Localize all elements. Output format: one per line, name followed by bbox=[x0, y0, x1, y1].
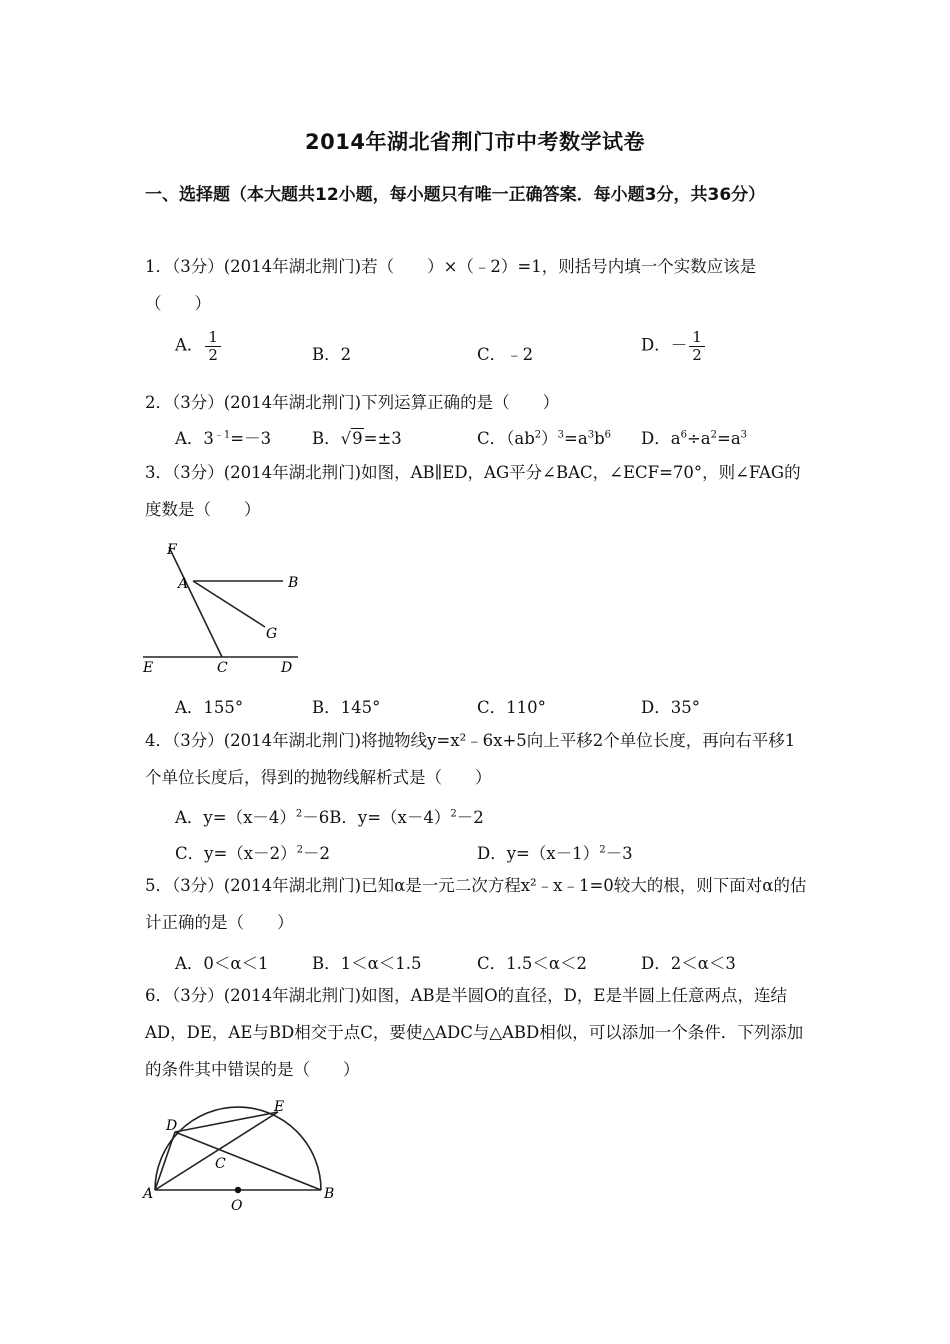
label-b: B bbox=[324, 1186, 335, 1202]
q2-c-part1: C．（ab bbox=[477, 429, 535, 448]
q2-c-exp3: 3 bbox=[587, 429, 595, 441]
q4-d-exp: 2 bbox=[599, 844, 606, 856]
chord-bd bbox=[175, 1132, 321, 1190]
q1-option-b: B．2 bbox=[312, 345, 352, 364]
q1-option-d-label: D．－ bbox=[641, 335, 688, 355]
q3-option-d: D．35° bbox=[641, 698, 700, 717]
chord-ad bbox=[155, 1132, 175, 1190]
q3-parallel-lines-figure bbox=[135, 535, 315, 680]
q2-c-part2: ） bbox=[541, 429, 558, 448]
label-d: D bbox=[166, 1118, 178, 1134]
q4-option-c bbox=[175, 840, 330, 864]
question-2-text: 2．（3分）(2014年湖北荆门)下列运算正确的是（ ） bbox=[145, 393, 560, 412]
q1-d-numerator: 1 bbox=[689, 329, 705, 347]
question-4-text: 4．（3分）(2014年湖北荆门)将抛物线y=x²﹣6x+5向上平移2个单位长度，再向右平移1个单位长度后，得到的抛物线解析式是（ ） bbox=[145, 731, 796, 787]
q1-option-c: C．﹣2 bbox=[477, 345, 534, 364]
sqrt-symbol: √9 bbox=[340, 429, 363, 448]
q4-option-ab bbox=[175, 804, 484, 828]
page-title: 2014年湖北省荆门市中考数学试卷 bbox=[305, 130, 645, 154]
q1-a-denominator: 2 bbox=[208, 345, 218, 364]
q4-a-exp: 2 bbox=[295, 808, 303, 820]
question-3-text: 3．（3分）(2014年湖北荆门)如图，AB∥ED，AG平分∠BAC，∠ECF=70°，则∠FAG的度数是（ ） bbox=[145, 463, 801, 519]
q2-c-exp2: 3 bbox=[557, 429, 565, 441]
q2-c-part4: b bbox=[594, 429, 605, 448]
q2-option-b bbox=[312, 425, 402, 449]
q2-a-result: =－3 bbox=[230, 429, 272, 448]
q1-option-a bbox=[175, 329, 221, 363]
label-a: A bbox=[178, 576, 189, 592]
q1-d-denominator: 2 bbox=[692, 345, 702, 364]
question-5-text: 5．（3分）(2014年湖北荆门)已知α是一元二次方程x²﹣x﹣1=0较大的根，则下面对α的估计正确的是（ ） bbox=[145, 876, 807, 932]
q2-d-part2: ÷a bbox=[686, 429, 711, 448]
label-f: F bbox=[167, 542, 177, 558]
label-d: D bbox=[281, 660, 293, 676]
q4-d-part1: D．y=（x－1） bbox=[477, 844, 600, 863]
q4-c-exp: 2 bbox=[296, 844, 303, 856]
q1-option-a-fraction bbox=[205, 329, 221, 363]
q2-option-c bbox=[477, 425, 611, 449]
q2-option-a bbox=[175, 425, 271, 449]
q2-c-part3: =a bbox=[564, 429, 588, 448]
q1-a-numerator: 1 bbox=[205, 329, 221, 347]
q3-option-c: C．110° bbox=[477, 698, 546, 717]
q4-a-part1: A．y=（x－4） bbox=[175, 808, 296, 827]
q2-a-exponent: ﹣1 bbox=[213, 429, 231, 441]
q4-a-b-part: －6B．y=（x－4） bbox=[302, 808, 451, 827]
q4-option-d bbox=[477, 840, 633, 864]
q1-option-d bbox=[641, 329, 705, 363]
q1-option-a-label: A． bbox=[175, 335, 204, 355]
q2-d-exp2: 2 bbox=[710, 429, 717, 441]
q5-option-c: C．1.5＜α＜2 bbox=[477, 954, 588, 973]
q4-b-exp: 2 bbox=[450, 808, 457, 820]
q4-c-part1: C．y=（x－2） bbox=[175, 844, 297, 863]
label-e: E bbox=[274, 1099, 285, 1115]
q2-c-exp4: 6 bbox=[604, 429, 612, 441]
q4-c-part2: －2 bbox=[302, 844, 330, 863]
q2-d-part3: =a bbox=[717, 429, 741, 448]
label-b: B bbox=[288, 575, 299, 591]
question-6-text: 6．（3分）(2014年湖北荆门)如图，AB是半圆O的直径，D，E是半圆上任意两点，连结AD，DE，AE与BD相交于点C，要使△ADC与△ABD相似，可以添加一个条件．下列添加的条件其中错误的是（ ） bbox=[145, 986, 804, 1079]
q6-semicircle-figure bbox=[135, 1090, 350, 1220]
q2-d-exp3: 3 bbox=[740, 429, 748, 441]
q2-a-base: A．3 bbox=[175, 429, 214, 448]
q4-d-part2: －3 bbox=[605, 844, 633, 863]
q3-option-b: B．145° bbox=[312, 698, 381, 717]
label-c: C bbox=[217, 660, 228, 676]
q5-option-b: B．1＜α＜1.5 bbox=[312, 954, 422, 973]
line-fc bbox=[169, 547, 222, 657]
q2-d-exp1: 6 bbox=[680, 429, 687, 441]
q4-b-part2: －2 bbox=[456, 808, 484, 827]
q2-b-label: B． bbox=[312, 429, 341, 448]
q1-option-d-fraction bbox=[689, 329, 705, 363]
label-a: A bbox=[143, 1186, 154, 1202]
q2-b-result: =±3 bbox=[363, 429, 402, 448]
label-e: E bbox=[143, 660, 154, 676]
q2-d-part1: D．a bbox=[641, 429, 681, 448]
q5-option-a: A．0＜α＜1 bbox=[175, 954, 269, 973]
q2-option-d bbox=[641, 425, 747, 449]
q5-option-d: D．2＜α＜3 bbox=[641, 954, 736, 973]
label-g: G bbox=[266, 626, 278, 642]
label-c: C bbox=[215, 1156, 226, 1172]
label-o: O bbox=[231, 1198, 243, 1214]
q2-b-radicand: 9 bbox=[352, 429, 363, 448]
question-1-text: 1．（3分）(2014年湖北荆门)若（ ）×（﹣2）=1，则括号内填一个实数应该是（ ） bbox=[145, 257, 757, 313]
q3-option-a: A．155° bbox=[175, 698, 244, 717]
q2-c-exp1: 2 bbox=[534, 429, 542, 441]
section-heading: 一、选择题（本大题共12小题，每小题只有唯一正确答案．每小题3分，共36分） bbox=[145, 185, 766, 205]
center-point-o bbox=[235, 1187, 241, 1193]
